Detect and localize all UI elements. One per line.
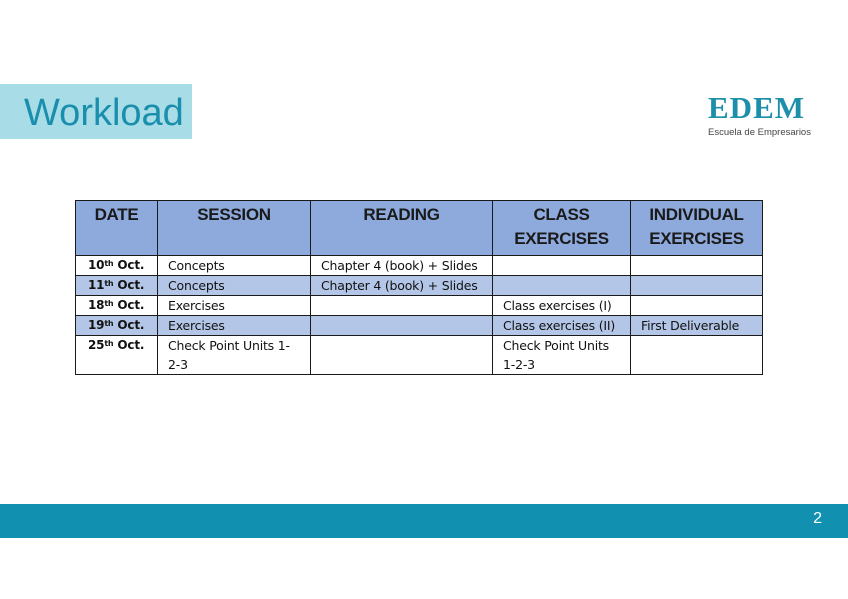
workload-table [75, 200, 763, 375]
edem-logo [708, 92, 820, 138]
reading-cell: Chapter 4 (book) + Slides [311, 276, 493, 296]
column-header-individual-exercises: INDIVIDUAL EXERCISES [631, 201, 763, 256]
table-row [76, 296, 763, 316]
table-row [76, 316, 763, 336]
table-row [76, 336, 763, 375]
session-cell: Check Point Units 1-2-3 [158, 336, 311, 375]
date-cell: 10th Oct. [76, 256, 158, 276]
session-cell: Concepts [158, 276, 311, 296]
page-title: Workload [24, 92, 184, 134]
reading-cell: Chapter 4 (book) + Slides [311, 256, 493, 276]
date-cell: 25th Oct. [76, 336, 158, 375]
column-header-class-exercises: CLASS EXERCISES [493, 201, 631, 256]
session-cell: Concepts [158, 256, 311, 276]
reading-cell [311, 296, 493, 316]
column-header-date: DATE [76, 201, 158, 256]
date-cell: 19th Oct. [76, 316, 158, 336]
individual-exercises-cell [631, 336, 763, 375]
individual-exercises-cell: First Deliverable [631, 316, 763, 336]
individual-exercises-cell [631, 276, 763, 296]
class-exercises-cell: Class exercises (II) [493, 316, 631, 336]
column-header-session: SESSION [158, 201, 311, 256]
reading-cell [311, 316, 493, 336]
table-row [76, 276, 763, 296]
reading-cell [311, 336, 493, 375]
individual-exercises-cell [631, 256, 763, 276]
table-header-row [76, 201, 763, 256]
table-row [76, 256, 763, 276]
logo-subtitle: Escuela de Empresarios [708, 127, 811, 138]
class-exercises-cell [493, 256, 631, 276]
class-exercises-cell [493, 276, 631, 296]
class-exercises-cell: Check Point Units 1-2-3 [493, 336, 631, 375]
logo-word: EDEM [708, 90, 805, 125]
footer-bar [0, 504, 848, 538]
class-exercises-cell: Class exercises (I) [493, 296, 631, 316]
page-number: 2 [813, 510, 822, 527]
session-cell: Exercises [158, 296, 311, 316]
session-cell: Exercises [158, 316, 311, 336]
individual-exercises-cell [631, 296, 763, 316]
date-cell: 18th Oct. [76, 296, 158, 316]
date-cell: 11th Oct. [76, 276, 158, 296]
column-header-reading: READING [311, 201, 493, 256]
